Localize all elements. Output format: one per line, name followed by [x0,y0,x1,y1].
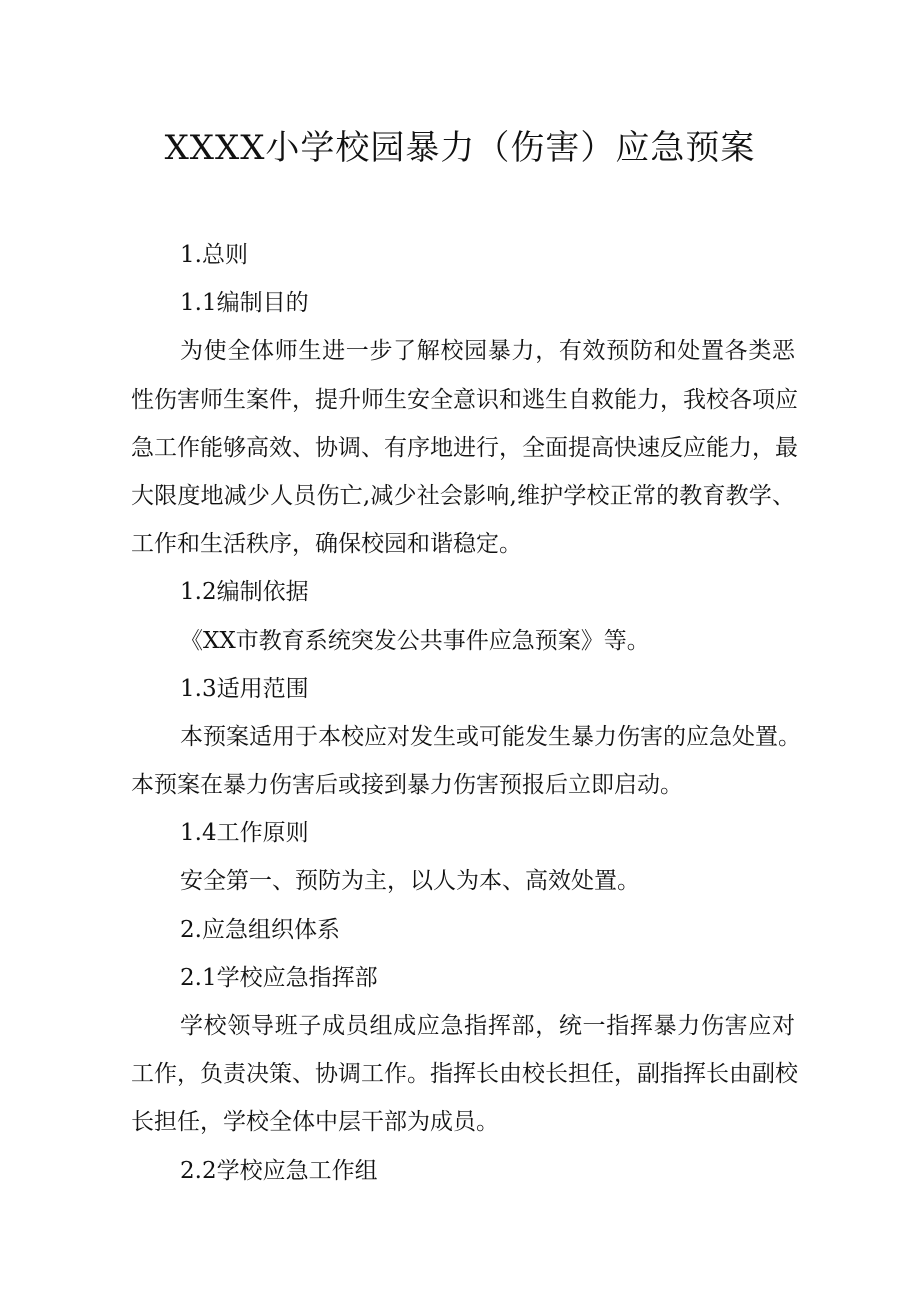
paragraph-line: 工作，负责决策、协调工作。指挥长由校长担任，副指挥长由副校 [131,1061,798,1088]
paragraph-line: 为使全体师生进一步了解校园暴力，有效预防和处置各类恶 [180,338,795,365]
paragraph-line: 学校领导班子成员组成应急指挥部，统一指挥暴力伤害应对 [180,1013,795,1039]
paragraph-line: 急工作能够高效、协调、有序地进行，全面提高快速反应能力，最 [131,434,798,461]
section-heading: 1.1编制目的 [180,290,309,317]
section-heading: 2.1学校应急指挥部 [180,964,378,991]
section-heading: 1.总则 [180,242,248,268]
section-heading: 2.应急组织体系 [180,916,340,943]
paragraph-line: 长担任，学校全体中层干部为成员。 [131,1109,499,1136]
section-heading: 2.2学校应急工作组 [180,1157,378,1184]
document-title: XXXX小学校园暴力（伤害）应急预案 [164,128,756,168]
section-heading: 1.4工作原则 [180,820,309,847]
paragraph-line: 本预案适用于本校应对发生或可能发生暴力伤害的应急处置。 [180,723,801,750]
paragraph-line: 工作和生活秩序，确保校园和谐稳定。 [131,531,522,558]
paragraph-line: 《XX市教育系统突发公共事件应急预案》等。 [180,627,650,654]
paragraph-line: 安全第一、预防为主，以人为本、高效处置。 [180,868,640,895]
section-heading: 1.3适用范围 [180,675,309,702]
paragraph-line: 本预案在暴力伤害后或接到暴力伤害预报后立即启动。 [131,772,683,799]
paragraph-line: 性伤害师生案件，提升师生安全意识和逃生自救能力，我校各项应 [131,386,798,413]
document-body [131,231,801,1195]
section-heading: 1.2编制依据 [180,579,309,606]
paragraph-line: 大限度地减少人员伤亡,减少社会影响,维护学校正常的教育教学、 [131,482,795,509]
